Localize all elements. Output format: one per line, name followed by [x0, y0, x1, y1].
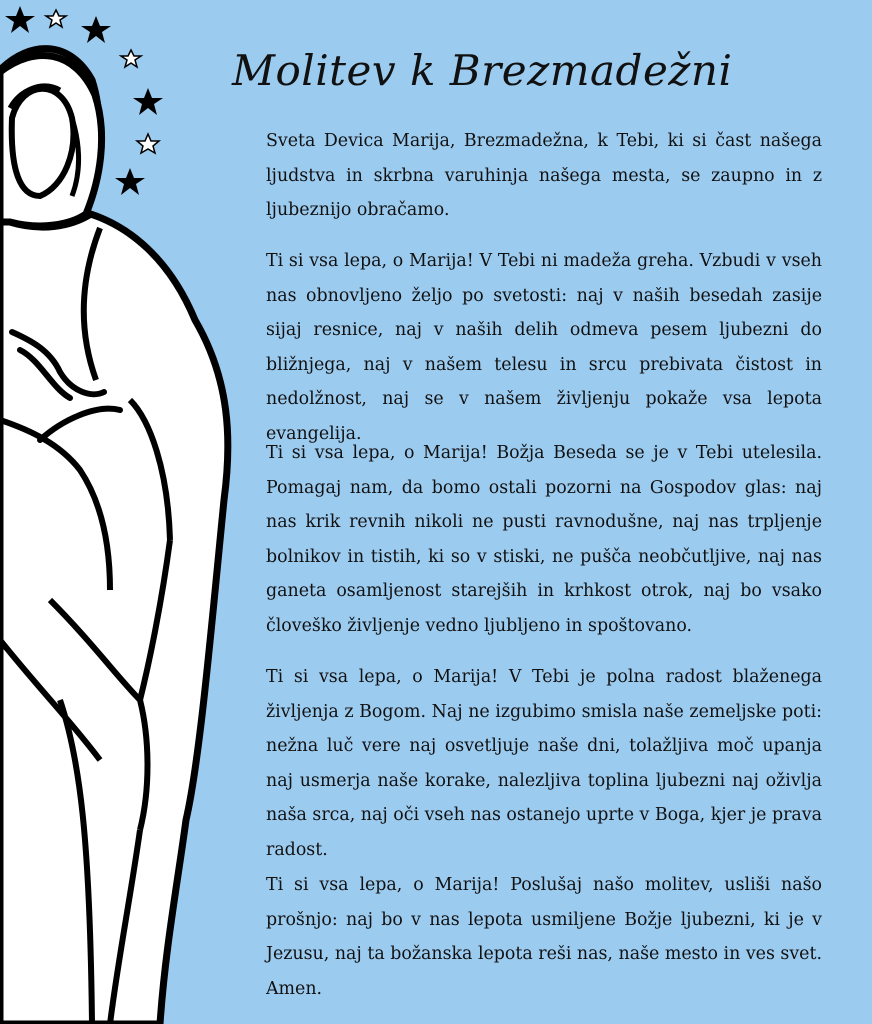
- star-icon: [137, 134, 159, 153]
- prayer-paragraph-3: Ti si vsa lepa, o Marija! Božja Beseda se je v Tebi utelesila. Pomagaj nam, da bomo ostali pozorni na Gospodov glas: naj nas krik revnih nikoli ne pusti ravnodušne, naj nas trpljenje bolnikov in tistih, ki so v stiski, ne pušča neobčutljive, naj nas ganeta osamljenost starejših in krhkost otrok, naj bo vsako človeško življenje vedno ljubljeno in spoštovano.: [266, 443, 822, 636]
- star-icon: [5, 6, 35, 33]
- prayer-paragraph-2: Ti si vsa lepa, o Marija! V Tebi ni madeža greha. Vzbudi v vseh nas obnovljeno željo po svetosti: naj v naših besedah zasije sijaj resnice, naj v naših delih odmeva pesem ljubezni do bližnjega, naj v našem telesu in srcu prebivata čistost in nedolžnost, naj se v našem življenju pokaže vsa lepota evangelija.: [266, 251, 822, 444]
- star-icon: [115, 168, 145, 195]
- star-icon: [81, 16, 111, 43]
- mary-figure-illustration: [0, 0, 260, 1024]
- prayer-paragraph-5: Ti si vsa lepa, o Marija! Poslušaj našo molitev, usliši našo prošnjo: naj bo v nas lepota usmiljene Božje ljubezni, ki je v Jezusu, naj ta božanska lepota reši nas, naše mesto in ves svet. Amen.: [266, 875, 822, 999]
- star-icon: [133, 88, 163, 115]
- star-icon: [121, 50, 141, 67]
- prayer-paragraph-1: Sveta Devica Marija, Brezmadežna, k Tebi, ki si čast našega ljudstva in skrbna varuhinja našega mesta, se zaupno in z ljubeznijo obračamo.: [266, 131, 822, 220]
- star-icon: [46, 10, 66, 27]
- page-title: Molitev k Brezmadežni: [232, 46, 733, 95]
- prayer-paragraph-4: Ti si vsa lepa, o Marija! V Tebi je polna radost blaženega življenja z Bogom. Naj ne izgubimo smisla naše zemeljske poti: nežna luč vere naj osvetljuje naše dni, tolažljiva moč upanja naj usmerja naše korake, nalezljiva toplina ljubezni naj oživlja naša srca, naj oči vseh nas ostanejo uprte v Boga, kjer je prava radost.: [266, 667, 822, 860]
